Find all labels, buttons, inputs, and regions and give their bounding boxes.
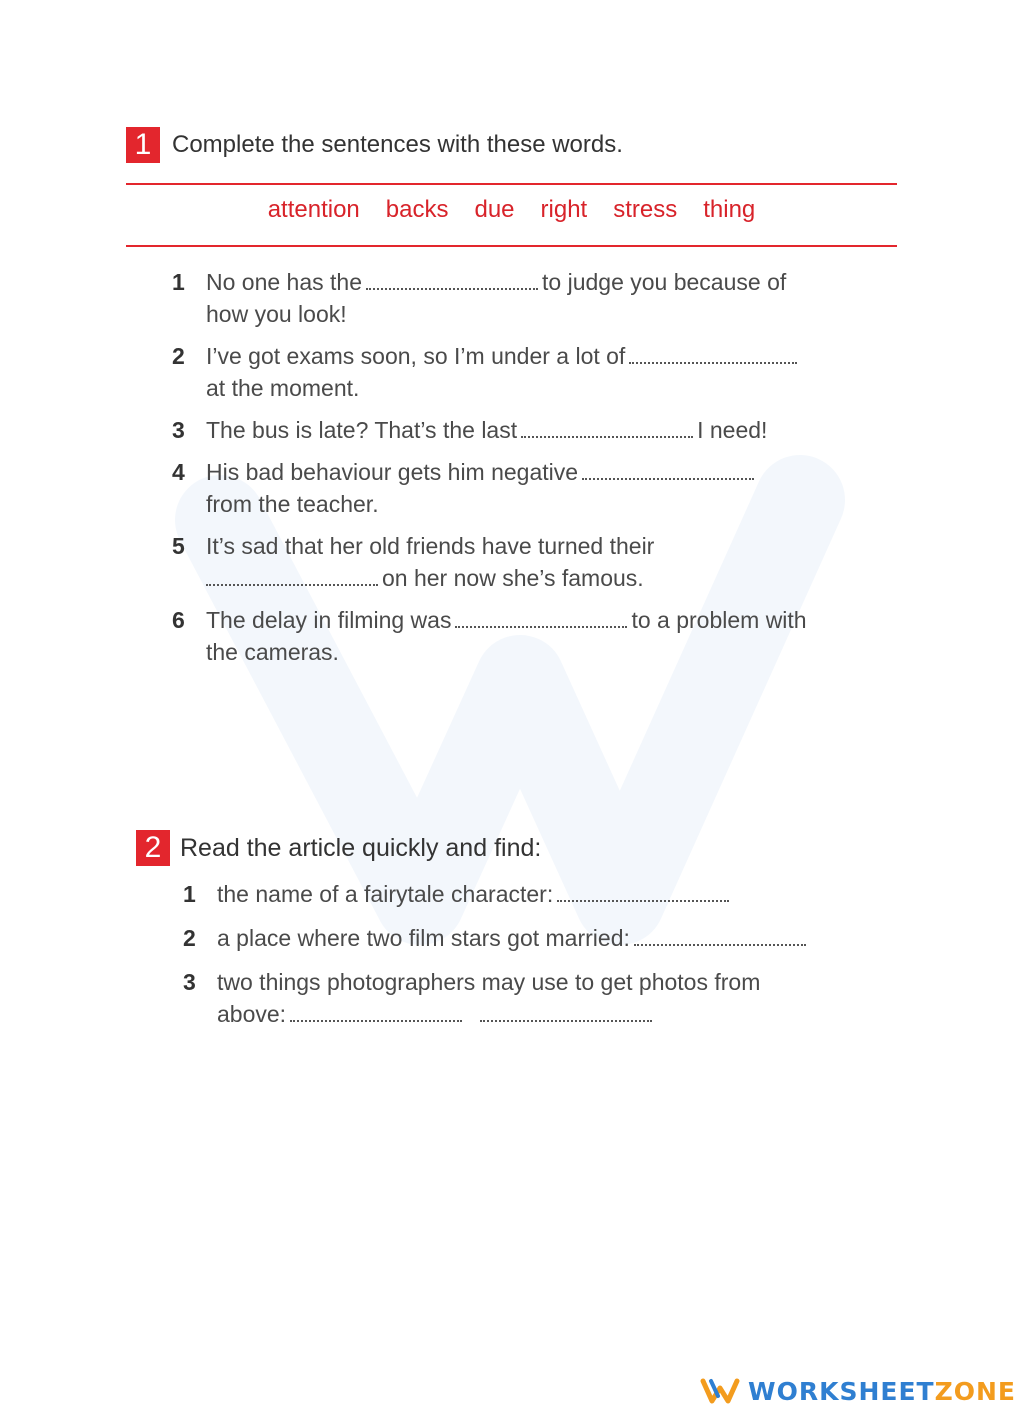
item-text: to judge you because of bbox=[542, 269, 787, 295]
item-text: on her now she’s famous. bbox=[382, 565, 644, 591]
list-item bbox=[172, 266, 892, 340]
list-item bbox=[172, 456, 892, 530]
list-item bbox=[172, 530, 892, 604]
exercise-1-instruction: Complete the sentences with these words. bbox=[172, 131, 623, 158]
item-text: The delay in filming was bbox=[206, 607, 452, 633]
item-text: from the teacher. bbox=[206, 491, 379, 517]
item-text: to a problem with bbox=[631, 607, 807, 633]
item-number: 1 bbox=[172, 269, 185, 295]
list-item bbox=[183, 878, 923, 922]
word-bank-word: attention bbox=[267, 196, 360, 223]
answer-blank[interactable] bbox=[206, 566, 378, 586]
worksheetzone-w-icon bbox=[700, 1376, 740, 1406]
brand-name: WORKSHEETZONE bbox=[748, 1376, 1016, 1406]
exercise-1-number: 1 bbox=[126, 127, 160, 163]
answer-blank[interactable] bbox=[582, 460, 754, 480]
answer-blank[interactable] bbox=[629, 344, 797, 364]
item-text: I’ve got exams soon, so I’m under a lot of bbox=[206, 343, 626, 369]
answer-blank[interactable] bbox=[634, 926, 806, 946]
item-number: 4 bbox=[172, 459, 185, 485]
exercise-2-number: 2 bbox=[136, 830, 170, 866]
word-bank-word: stress bbox=[613, 196, 678, 223]
item-number: 2 bbox=[183, 925, 196, 951]
answer-blank[interactable] bbox=[557, 882, 729, 902]
item-number: 5 bbox=[172, 533, 185, 559]
item-text: I need! bbox=[697, 417, 768, 443]
word-bank-bottom-rule bbox=[126, 245, 897, 247]
item-number: 6 bbox=[172, 607, 185, 633]
list-item bbox=[172, 414, 892, 456]
word-bank-word: backs bbox=[385, 196, 449, 223]
word-bank-word: due bbox=[474, 196, 515, 223]
exercise-2-header bbox=[136, 830, 541, 866]
item-text: how you look! bbox=[206, 301, 347, 327]
list-item bbox=[183, 922, 923, 966]
item-text: No one has the bbox=[206, 269, 363, 295]
item-text: His bad behaviour gets him negative bbox=[206, 459, 579, 485]
word-bank-word: thing bbox=[703, 196, 756, 223]
list-item bbox=[172, 340, 892, 414]
item-number: 3 bbox=[183, 969, 196, 995]
answer-blank[interactable] bbox=[521, 418, 693, 438]
item-text: above: bbox=[217, 1001, 287, 1027]
exercise-1-header bbox=[126, 127, 623, 163]
word-bank-top-rule bbox=[126, 183, 897, 185]
item-number: 2 bbox=[172, 343, 185, 369]
item-text: a place where two film stars got married: bbox=[217, 925, 630, 951]
answer-blank[interactable] bbox=[366, 270, 538, 290]
word-bank bbox=[126, 196, 897, 236]
worksheetzone-logo bbox=[700, 1376, 1016, 1406]
exercise-2-instruction: Read the article quickly and find: bbox=[180, 833, 542, 862]
item-text: The bus is late? That’s the last bbox=[206, 417, 518, 443]
answer-blank[interactable] bbox=[455, 608, 627, 628]
item-text: two things photographers may use to get photos from bbox=[217, 969, 761, 995]
item-text: It’s sad that her old friends have turned their bbox=[206, 533, 655, 559]
list-item bbox=[183, 966, 923, 1040]
item-number: 3 bbox=[172, 417, 185, 443]
list-item bbox=[172, 604, 892, 678]
answer-blank[interactable] bbox=[290, 1002, 462, 1022]
item-number: 1 bbox=[183, 881, 196, 907]
word-bank-word: right bbox=[540, 196, 588, 223]
item-text: at the moment. bbox=[206, 375, 360, 401]
item-text: the cameras. bbox=[206, 639, 339, 665]
exercise-1-list bbox=[172, 266, 892, 678]
exercise-2-list bbox=[183, 878, 923, 1040]
item-text: the name of a fairytale character: bbox=[217, 881, 554, 907]
answer-blank[interactable] bbox=[480, 1002, 652, 1022]
